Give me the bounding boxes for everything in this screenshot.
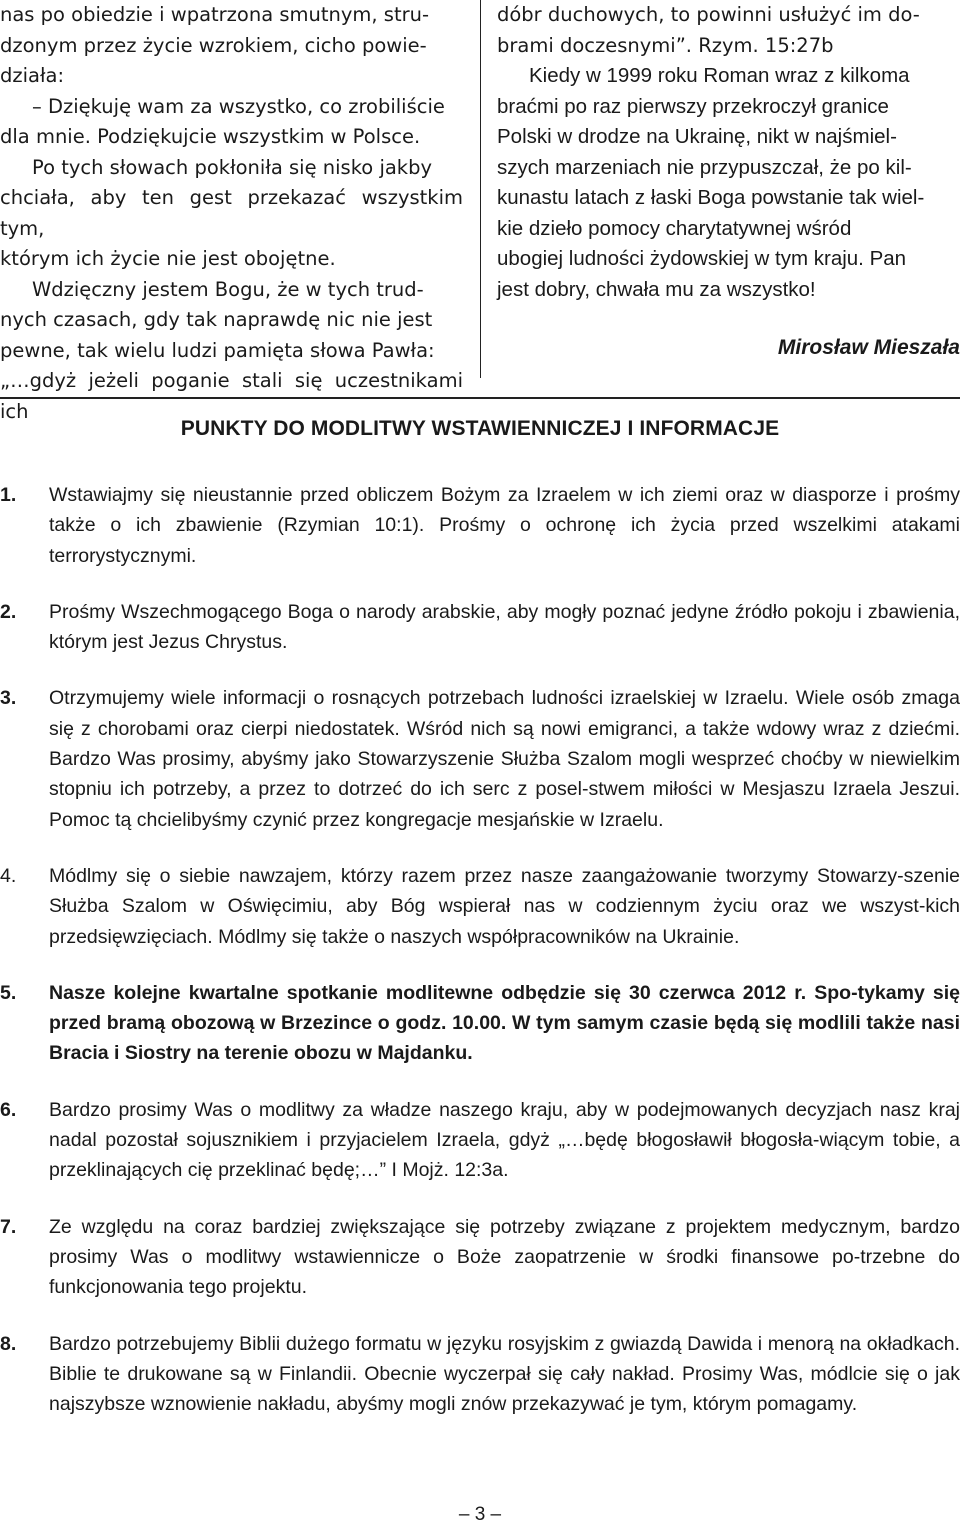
left-line: Wdzięczny jestem Bogu, że w tych trud- [32, 277, 424, 301]
item-number: 8. [0, 1332, 17, 1355]
list-item [0, 861, 960, 952]
left-line: „…gdyż jeżeli poganie stali się uczestnikami ich [0, 369, 463, 423]
list-item [0, 978, 960, 1069]
list-item [0, 683, 960, 834]
prayer-points-list [0, 480, 960, 1419]
item-number: 1. [0, 484, 17, 506]
column-divider [480, 0, 481, 378]
right-line: dóbr duchowych, to powinni usłużyć im do- [497, 3, 920, 26]
left-line: działa: [0, 64, 65, 87]
left-line: chciała, aby ten gest przekazać wszystkim tym, [0, 186, 463, 240]
item-text: Ze względu na coraz bardziej zwiększające się potrzeby związane z projektem medycznym, bardzo prosimy Was o modlitwy wstawiennicze o Boże zaopatrzenie w środki finansowe po-trzebne do funkcjonowania tego projektu. [49, 1215, 960, 1299]
item-number: 5. [0, 981, 17, 1004]
left-line: Po tych słowach pokłoniła się nisko jakby [32, 155, 433, 179]
horizontal-rule [0, 397, 960, 399]
list-item [0, 1329, 960, 1420]
item-text: Otrzymujemy wiele informacji o rosnących potrzebach ludności izraelskiej w Izraelu. Wiele osób zmaga się z chorobami oraz cierpi niedostatek. Wśród nich są nowi emigranci, a także wdowy wraz z dziećmi. Bardzo Was prosimy, abyśmy jako Stowarzyszenie Służba Szalom mogli wesprzeć choćby w niewielkim stopniu ich potrzeby, a przez to dotrzeć do ich serc z posel-stwem miłości w Mesjaszu Izraela Jeszui. Pomoc tą chcielibyśmy czynić przez kongregacje mesjańskie w Izraelu. [49, 687, 960, 831]
right-line: braćmi po raz pierwszy przekroczył granice [497, 94, 889, 118]
item-number: 3. [0, 687, 17, 710]
item-number: 4. [0, 864, 17, 887]
list-item [0, 480, 960, 571]
right-line: ubogiej ludności żydowskiej w tym kraju. Pan [497, 247, 907, 270]
page-number: – 3 – [458, 1504, 502, 1525]
item-number: 2. [0, 600, 17, 623]
item-text: Bardzo potrzebujemy Biblii dużego formatu w języku rosyjskim z gwiazdą Dawida i menorą na okładkach. Biblie te drukowane są w Finlandii. Obecnie wyczerpał się cały nakład. Prosimy Was, módlcie się o jak najszybsze wznowienie nakładu, abyśmy mogli znów przekazywać je tym, którym pomagamy. [49, 1332, 960, 1416]
item-text: Bardzo prosimy Was o modlitwy za władze naszego kraju, aby w podejmowanych decyzjach nasz kraj nadal pozostał sojusznikiem i przyjacielem Izraela, gdyż „…będę błogosławił błogosła-wiącym tobie, a przeklinających cię przeklinać będę;…” I Mojż. 12:3a. [49, 1098, 960, 1182]
item-text: Wstawiajmy się nieustannie przed obliczem Bożym za Izraelem w ich ziemi oraz w diasporze i prośmy także o ich zbawienie (Rzymian 10:1). Prośmy o ochronę ich życia przed wszelkimi atakami terrorystycznymi. [49, 484, 960, 567]
author-signature: Mirosław Mieszała [777, 336, 960, 359]
item-text: Nasze kolejne kwartalne spotkanie modlitewne odbędzie się 30 czerwca 2012 r. Spo-tykamy się przed bramą obozową w Brzezince o godz. 10.00. W tym samym czasie będą się modlili także nasi Bracia i Siostry na terenie obozu w Majdanku. [49, 981, 960, 1065]
left-line: pewne, tak wielu ludzi pamięta słowa Pawła: [0, 338, 435, 362]
left-line: którym ich życie nie jest obojętne. [0, 247, 336, 270]
list-item [0, 1095, 960, 1186]
right-line: kie dzieło pomocy charytatywnej wśród [497, 216, 852, 240]
left-column [0, 0, 463, 427]
left-line: – Dziękuję wam za wszystko, co zrobiliście [32, 94, 445, 118]
left-line: dla mnie. Podziękujcie wszystkim w Polsce. [0, 125, 421, 148]
right-line: brami doczesnymi”. Rzym. 15:27b [497, 33, 834, 57]
list-item [0, 597, 960, 658]
item-number: 6. [0, 1098, 17, 1121]
item-number: 7. [0, 1215, 17, 1238]
left-line: dzonym przez życie wzrokiem, cicho powie- [0, 33, 427, 57]
item-text: Módlmy się o siebie nawzajem, którzy razem przez nasze zaangażowanie tworzymy Stowarzy-szenie Służba Szalom w Oświęcimiu, aby Bóg wspierał nas w codziennym życiu oraz we wszyst-kich przedsięwzięciach. Módlmy się także o naszych współpracowników na Ukrainie. [49, 864, 960, 948]
right-line: jest dobry, chwała mu za wszystko! [497, 277, 816, 301]
right-line: kunastu latach z łaski Boga powstanie tak wiel- [497, 186, 925, 209]
item-text: Prośmy Wszechmogącego Boga o narody arabskie, aby mogły poznać jedyne źródło pokoju i zbawienia, którym jest Jezus Chrystus. [49, 600, 960, 654]
left-line: nych czasach, gdy tak naprawdę nic nie jest [0, 308, 433, 331]
section-heading: PUNKTY DO MODLITWY WSTAWIENNICZEJ I INFORMACJE [180, 417, 780, 440]
right-line: Polski w drodze na Ukrainę, nikt w najśmiel- [497, 125, 897, 148]
right-column [497, 0, 960, 305]
right-line: szych marzeniach nie przypuszczał, że po kil- [497, 155, 912, 179]
left-line: nas po obiedzie i wpatrzona smutnym, stru- [0, 3, 430, 26]
list-item [0, 1212, 960, 1303]
right-line: Kiedy w 1999 roku Roman wraz z kilkoma [529, 64, 910, 87]
